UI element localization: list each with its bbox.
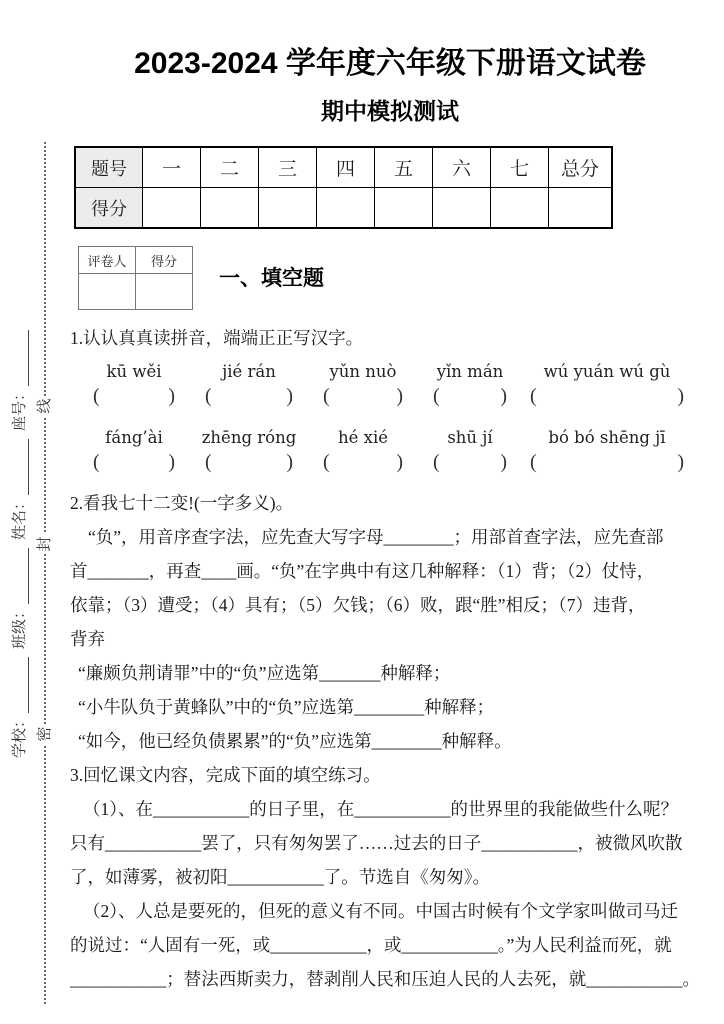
section1-heading: 一、填空题 [219,267,324,290]
q3-line-2: 只有___________罢了，只有匆匆罢了……过去的日子___________，被微风吹散 [70,833,683,853]
pinyin-yun-nuo: yǔn nuò [329,362,397,381]
q1-answer-row2 [78,451,710,474]
grader-cell [79,274,136,310]
seal-char-mi: 密 [35,724,55,744]
q2-line-2: 首_______，再查____画。“负”在字典中有这几种解释：（1）背；（2）仗恃， [70,561,655,581]
score-cell-total [549,188,613,229]
school-label: 学校： [12,712,28,758]
student-info-strip [8,0,29,988]
rparen: ) [168,385,175,407]
q3-line-1: （1）、在___________的日子里，在___________的世界里的我能做些什么呢？ [83,799,678,819]
q3-line-3: 了，如薄雾，被初阳___________了。节选自《匆匆》。 [70,867,490,887]
q2-line-1: “负”，用音序查字法，应先查大写字母________；用部首查字法，应先查部 [88,527,664,547]
grader-header-row [79,247,193,274]
pinyin-wu-yuan-wu-gu: wú yuán wú gù [543,362,671,381]
answer-parens [190,451,308,474]
rparen: ) [500,385,507,407]
name-field [8,439,29,540]
score-col-3: 三 [259,147,317,188]
grader-score-label: 得分 [136,247,193,274]
name-blank [14,439,29,495]
pinyin-ku-wei: kū wěi [106,362,162,381]
answer-parens [308,451,418,474]
score-col-6: 六 [433,147,491,188]
pinyin-shu-ji: shū jí [447,428,493,447]
answer-parens [522,451,692,474]
q2-line-4: 背弃 [70,629,105,649]
answer-parens [308,385,418,408]
answer-parens [418,385,522,408]
seat-field [8,330,29,431]
grader-section-row [78,246,710,310]
seal-char-feng: 封 [35,534,55,554]
pinyin-he-xie: hé xié [338,428,388,447]
rparen: ) [168,451,175,473]
score-cell-3 [259,188,317,229]
seat-blank [14,330,29,386]
rparen: ) [677,385,684,407]
answer-parens [522,385,692,408]
grader-empty-row [79,274,193,310]
lparen: ( [93,451,100,473]
lparen: ( [530,451,537,473]
q3-intro: 3.回忆课文内容，完成下面的填空练习。 [70,765,381,785]
school-blank [14,657,29,713]
score-label: 得分 [75,188,143,229]
answer-parens [190,385,308,408]
page-subtitle: 期中模拟测试 [321,98,459,124]
pinyin-jie-ran: jié rán [222,362,276,381]
score-value-row [75,188,612,229]
lparen: ( [433,451,440,473]
lparen: ( [433,385,440,407]
school-field [8,657,29,758]
pinyin-yin-man: yǐn mán [436,362,504,381]
q2-intro: 2.看我七十二变!(一字多义)。 [70,493,294,513]
grader-label: 评卷人 [79,247,136,274]
q2-line-6: “小牛队负于黄蜂队”中的“负”应选第________种解释； [78,697,495,717]
score-col-7: 七 [491,147,549,188]
lparen: ( [93,385,100,407]
score-cell-5 [375,188,433,229]
q3-line-5: 的说过：“人固有一死，或___________，或___________。”为人民利益而死，就 [70,935,672,955]
score-col-2: 二 [201,147,259,188]
q2-line-3: 依靠；（3）遭受；（4）具有；（5）欠钱；（6）败，跟“胜”相反；（7）违背， [70,595,646,615]
score-cell-6 [433,188,491,229]
answer-parens [78,451,190,474]
pinyin-fang-ai: fáng’ài [105,428,163,447]
q1-text: 1.认认真真读拼音，端端正正写汉字。 [70,328,364,348]
question-number-label: 题号 [75,147,143,188]
score-cell-4 [317,188,375,229]
pinyin-bo-bo-sheng-ji: bó bó shēng jī [548,428,666,447]
answer-parens [418,451,522,474]
answer-parens [78,385,190,408]
rparen: ) [677,451,684,473]
name-label: 姓名： [12,494,28,540]
seal-char-xian: 线 [35,396,55,416]
rparen: ) [286,451,293,473]
class-label: 班级： [12,603,28,649]
q1-pinyin-row1 [78,362,710,381]
lparen: ( [205,385,212,407]
score-summary-table [74,146,613,229]
grader-box [78,246,193,310]
q1-answer-row1 [78,385,710,408]
q1-pinyin-row2 [78,428,710,447]
score-cell-1 [143,188,201,229]
page-title: 2023-2024 学年度六年级下册语文试卷 [134,47,646,80]
rparen: ) [396,451,403,473]
seat-label: 座号： [12,385,28,431]
rparen: ) [286,385,293,407]
q2-line-7: “如今，他已经负债累累”的“负”应选第________种解释。 [78,731,512,751]
q3-line-6: ___________；替法西斯卖力，替剥削人民和压迫人民的人去死，就___________。 [70,969,700,989]
lparen: ( [323,385,330,407]
score-cell-2 [201,188,259,229]
rparen: ) [500,451,507,473]
class-field [8,548,29,649]
lparen: ( [323,451,330,473]
score-col-4: 四 [317,147,375,188]
score-cell-7 [491,188,549,229]
score-header-row [75,147,612,188]
score-col-1: 一 [143,147,201,188]
pinyin-zheng-rong: zhēng róng [201,428,297,447]
seal-dotted-line [44,142,46,1004]
rparen: ) [396,385,403,407]
class-blank [14,548,29,604]
main-content [70,0,710,996]
lparen: ( [530,385,537,407]
grader-score-cell [136,274,193,310]
lparen: ( [205,451,212,473]
score-col-5: 五 [375,147,433,188]
q2-line-5: “廉颇负荆请罪”中的“负”应选第_______种解释； [78,663,451,683]
score-col-total: 总分 [549,147,613,188]
q3-line-4: （2）、人总是要死的，但死的意义有不同。中国古时候有个文学家叫做司马迁 [83,901,678,921]
